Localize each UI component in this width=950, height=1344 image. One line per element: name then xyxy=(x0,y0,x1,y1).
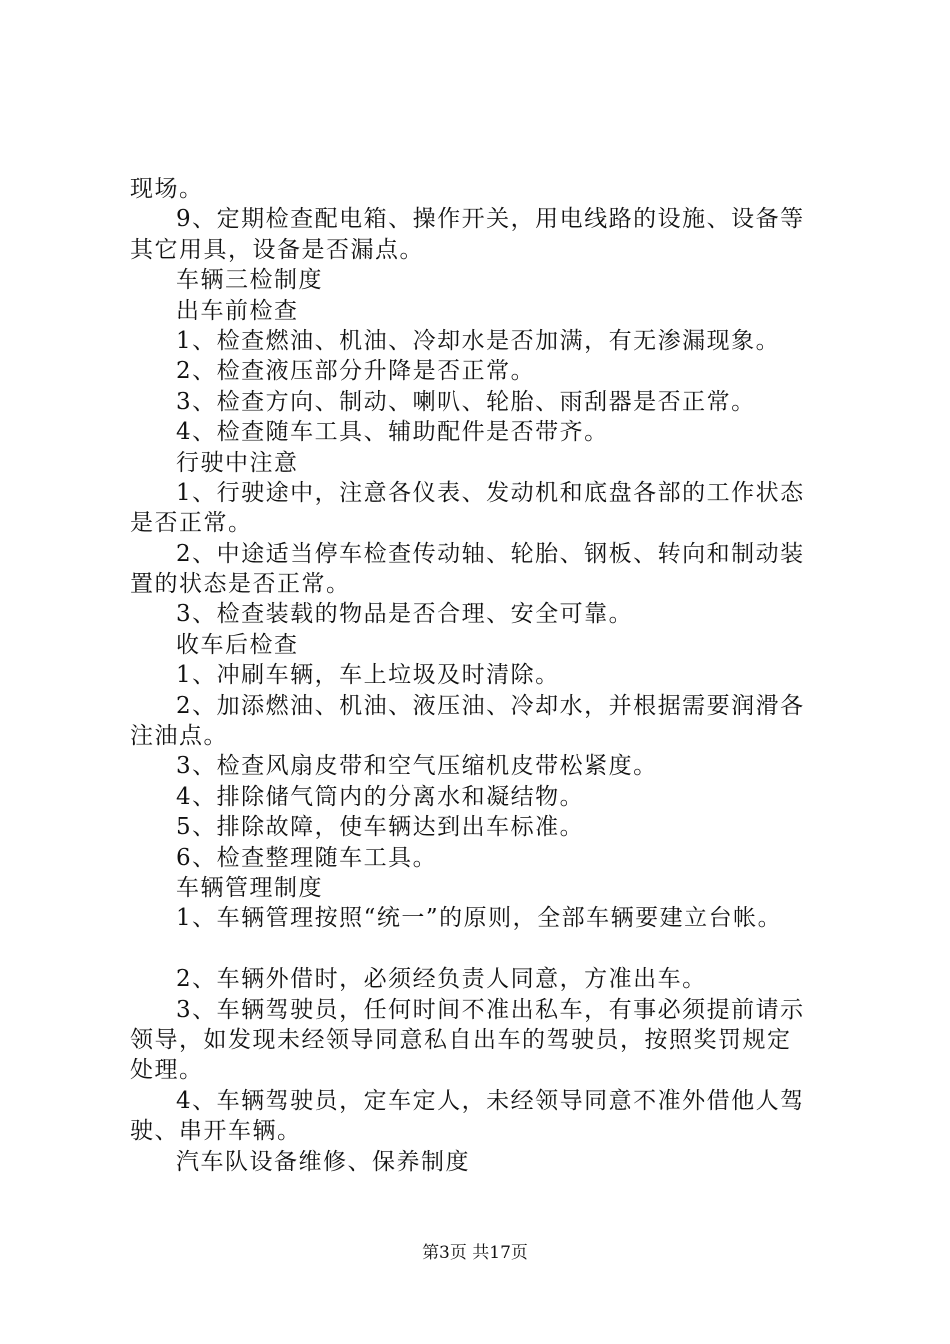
text-line: 车辆管理制度 xyxy=(176,874,323,901)
text-line: 驶、串开车辆。 xyxy=(130,1118,302,1145)
document-body xyxy=(130,174,832,1177)
text-line: 注油点。 xyxy=(130,723,228,750)
text-line: 2、中途适当停车检查传动轴、轮胎、钢板、转向和制动装 xyxy=(176,540,805,567)
text-line: 4、车辆驾驶员，定车定人，未经领导同意不准外借他人驾 xyxy=(176,1087,805,1114)
text-line: 收车后检查 xyxy=(176,631,299,658)
text-line: 置的状态是否正常。 xyxy=(130,571,351,598)
text-line: 领导，如发现未经领导同意私自出车的驾驶员，按照奖罚规定 xyxy=(130,1026,792,1053)
text-line: 3、检查装载的物品是否合理、安全可靠。 xyxy=(176,601,634,628)
blank-line xyxy=(130,934,832,964)
text-line: 1、车辆管理按照“统一”的原则，全部车辆要建立台帐。 xyxy=(176,905,783,932)
page-footer: 第3页 共17页 xyxy=(422,1243,528,1263)
text-line: 3、检查方向、制动、喇叭、轮胎、雨刮器是否正常。 xyxy=(176,388,756,415)
text-line: 9、定期检查配电箱、操作开关，用电线路的设施、设备等 xyxy=(176,206,805,233)
text-line: 汽车队设备维修、保养制度 xyxy=(176,1148,470,1175)
text-line: 现场。 xyxy=(130,176,204,202)
text-line: 2、加添燃油、机油、液压油、冷却水，并根据需要润滑各 xyxy=(176,692,805,719)
text-line: 1、行驶途中，注意各仪表、发动机和底盘各部的工作状态 xyxy=(176,479,805,506)
text-line: 2、检查液压部分升降是否正常。 xyxy=(176,358,536,385)
text-line: 1、检查燃油、机油、冷却水是否加满，有无渗漏现象。 xyxy=(176,327,781,354)
text-line: 行驶中注意 xyxy=(176,449,299,476)
text-line: 6、检查整理随车工具。 xyxy=(176,844,438,871)
text-line: 3、检查风扇皮带和空气压缩机皮带松紧度。 xyxy=(176,753,658,780)
text-line: 车辆三检制度 xyxy=(176,267,323,294)
text-line: 4、排除储气筒内的分离水和凝结物。 xyxy=(176,783,585,810)
text-line: 2、车辆外借时，必须经负责人同意，方准出车。 xyxy=(176,966,707,993)
text-line: 5、排除故障，使车辆达到出车标准。 xyxy=(176,814,585,841)
text-line: 出车前检查 xyxy=(176,297,299,324)
text-line: 1、冲刷车辆，车上垃圾及时清除。 xyxy=(176,662,560,689)
text-line: 其它用具，设备是否漏点。 xyxy=(130,236,424,263)
text-line: 是否正常。 xyxy=(130,510,253,537)
text-line: 4、检查随车工具、辅助配件是否带齐。 xyxy=(176,419,609,446)
text-line: 3、车辆驾驶员，任何时间不准出私车，有事必须提前请示 xyxy=(176,996,805,1023)
text-line: 处理。 xyxy=(130,1057,204,1084)
